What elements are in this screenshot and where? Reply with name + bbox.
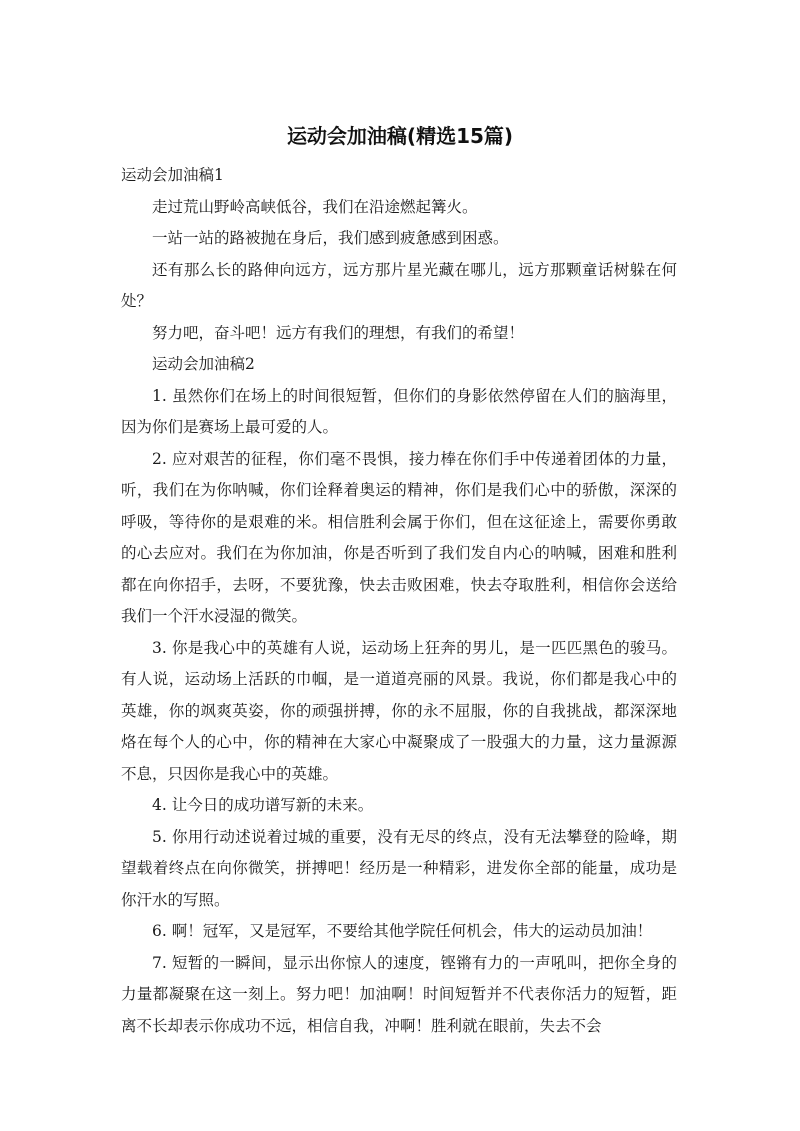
paragraph: 努力吧，奋斗吧！远方有我们的理想，有我们的希望！ <box>152 323 525 342</box>
paragraph: 2. 应对艰苦的征程，你们毫不畏惧，接力棒在你们手中传递着团体的力量，听，我们在为你呐喊，你们诠释着奥运的精神，你们是我们心中的骄傲，深深的呼吸，等待你的是艰难的米。相信胜利会属于你们，但在这征途上，需要你勇敢的心去应对。我们在为你加油，你是否听到了我们发自内心的呐喊，困难和胜利都在向你招手，去呀，不要犹豫，快去击败困难，快去夺取胜利，相信你会送给我们一个汗水浸湿的微笑。 <box>121 449 677 625</box>
document-title: 运动会加油稿(精选15篇) <box>286 124 514 148</box>
paragraph: 5. 你用行动述说着过城的重要，没有无尽的终点，没有无法攀登的险峰，期望载着终点在向你微笑，拼搏吧！经历是一种精彩，进发你全部的能量，成功是你汗水的写照。 <box>121 827 677 909</box>
paragraph: 还有那么长的路伸向远方，远方那片星光藏在哪儿，远方那颗童话树躲在何处？ <box>121 260 677 310</box>
section-heading-1: 运动会加油稿1 <box>121 166 224 184</box>
paragraph: 1. 虽然你们在场上的时间很短暂，但你们的身影依然停留在人们的脑海里，因为你们是赛场上最可爱的人。 <box>121 386 677 436</box>
paragraph: 4. 让今日的成功谱写新的未来。 <box>152 796 374 814</box>
paragraph: 走过荒山野岭高峡低谷，我们在沿途燃起篝火。 <box>152 197 478 216</box>
document-body <box>121 160 677 1042</box>
paragraph: 6. 啊！冠军，又是冠军，不要给其他学院任何机会，伟大的运动员加油！ <box>152 922 653 940</box>
paragraph: 一站一站的路被抛在身后，我们感到疲惫感到困惑。 <box>152 229 509 247</box>
section-heading-2: 运动会加油稿2 <box>152 355 255 373</box>
paragraph: 3. 你是我心中的英雄有人说，运动场上狂奔的男儿，是一匹匹黑色的骏马。有人说，运动场上活跃的巾帼，是一道道亮丽的风景。我说，你们都是我心中的英雄，你的飒爽英姿，你的顽强拼搏，你的永不屈服，你的自我挑战，都深深地烙在每个人的心中，你的精神在大家心中凝聚成了一股强大的力量，这力量源源不息，只因你是我心中的英雄。 <box>121 638 677 783</box>
paragraph: 7. 短暂的一瞬间，显示出你惊人的速度，铿锵有力的一声吼叫，把你全身的力量都凝聚在这一刻上。努力吧！加油啊！时间短暂并不代表你活力的短暂，距离不长却表示你成功不远，相信自我，冲啊！胜利就在眼前，失去不会 <box>121 953 677 1035</box>
